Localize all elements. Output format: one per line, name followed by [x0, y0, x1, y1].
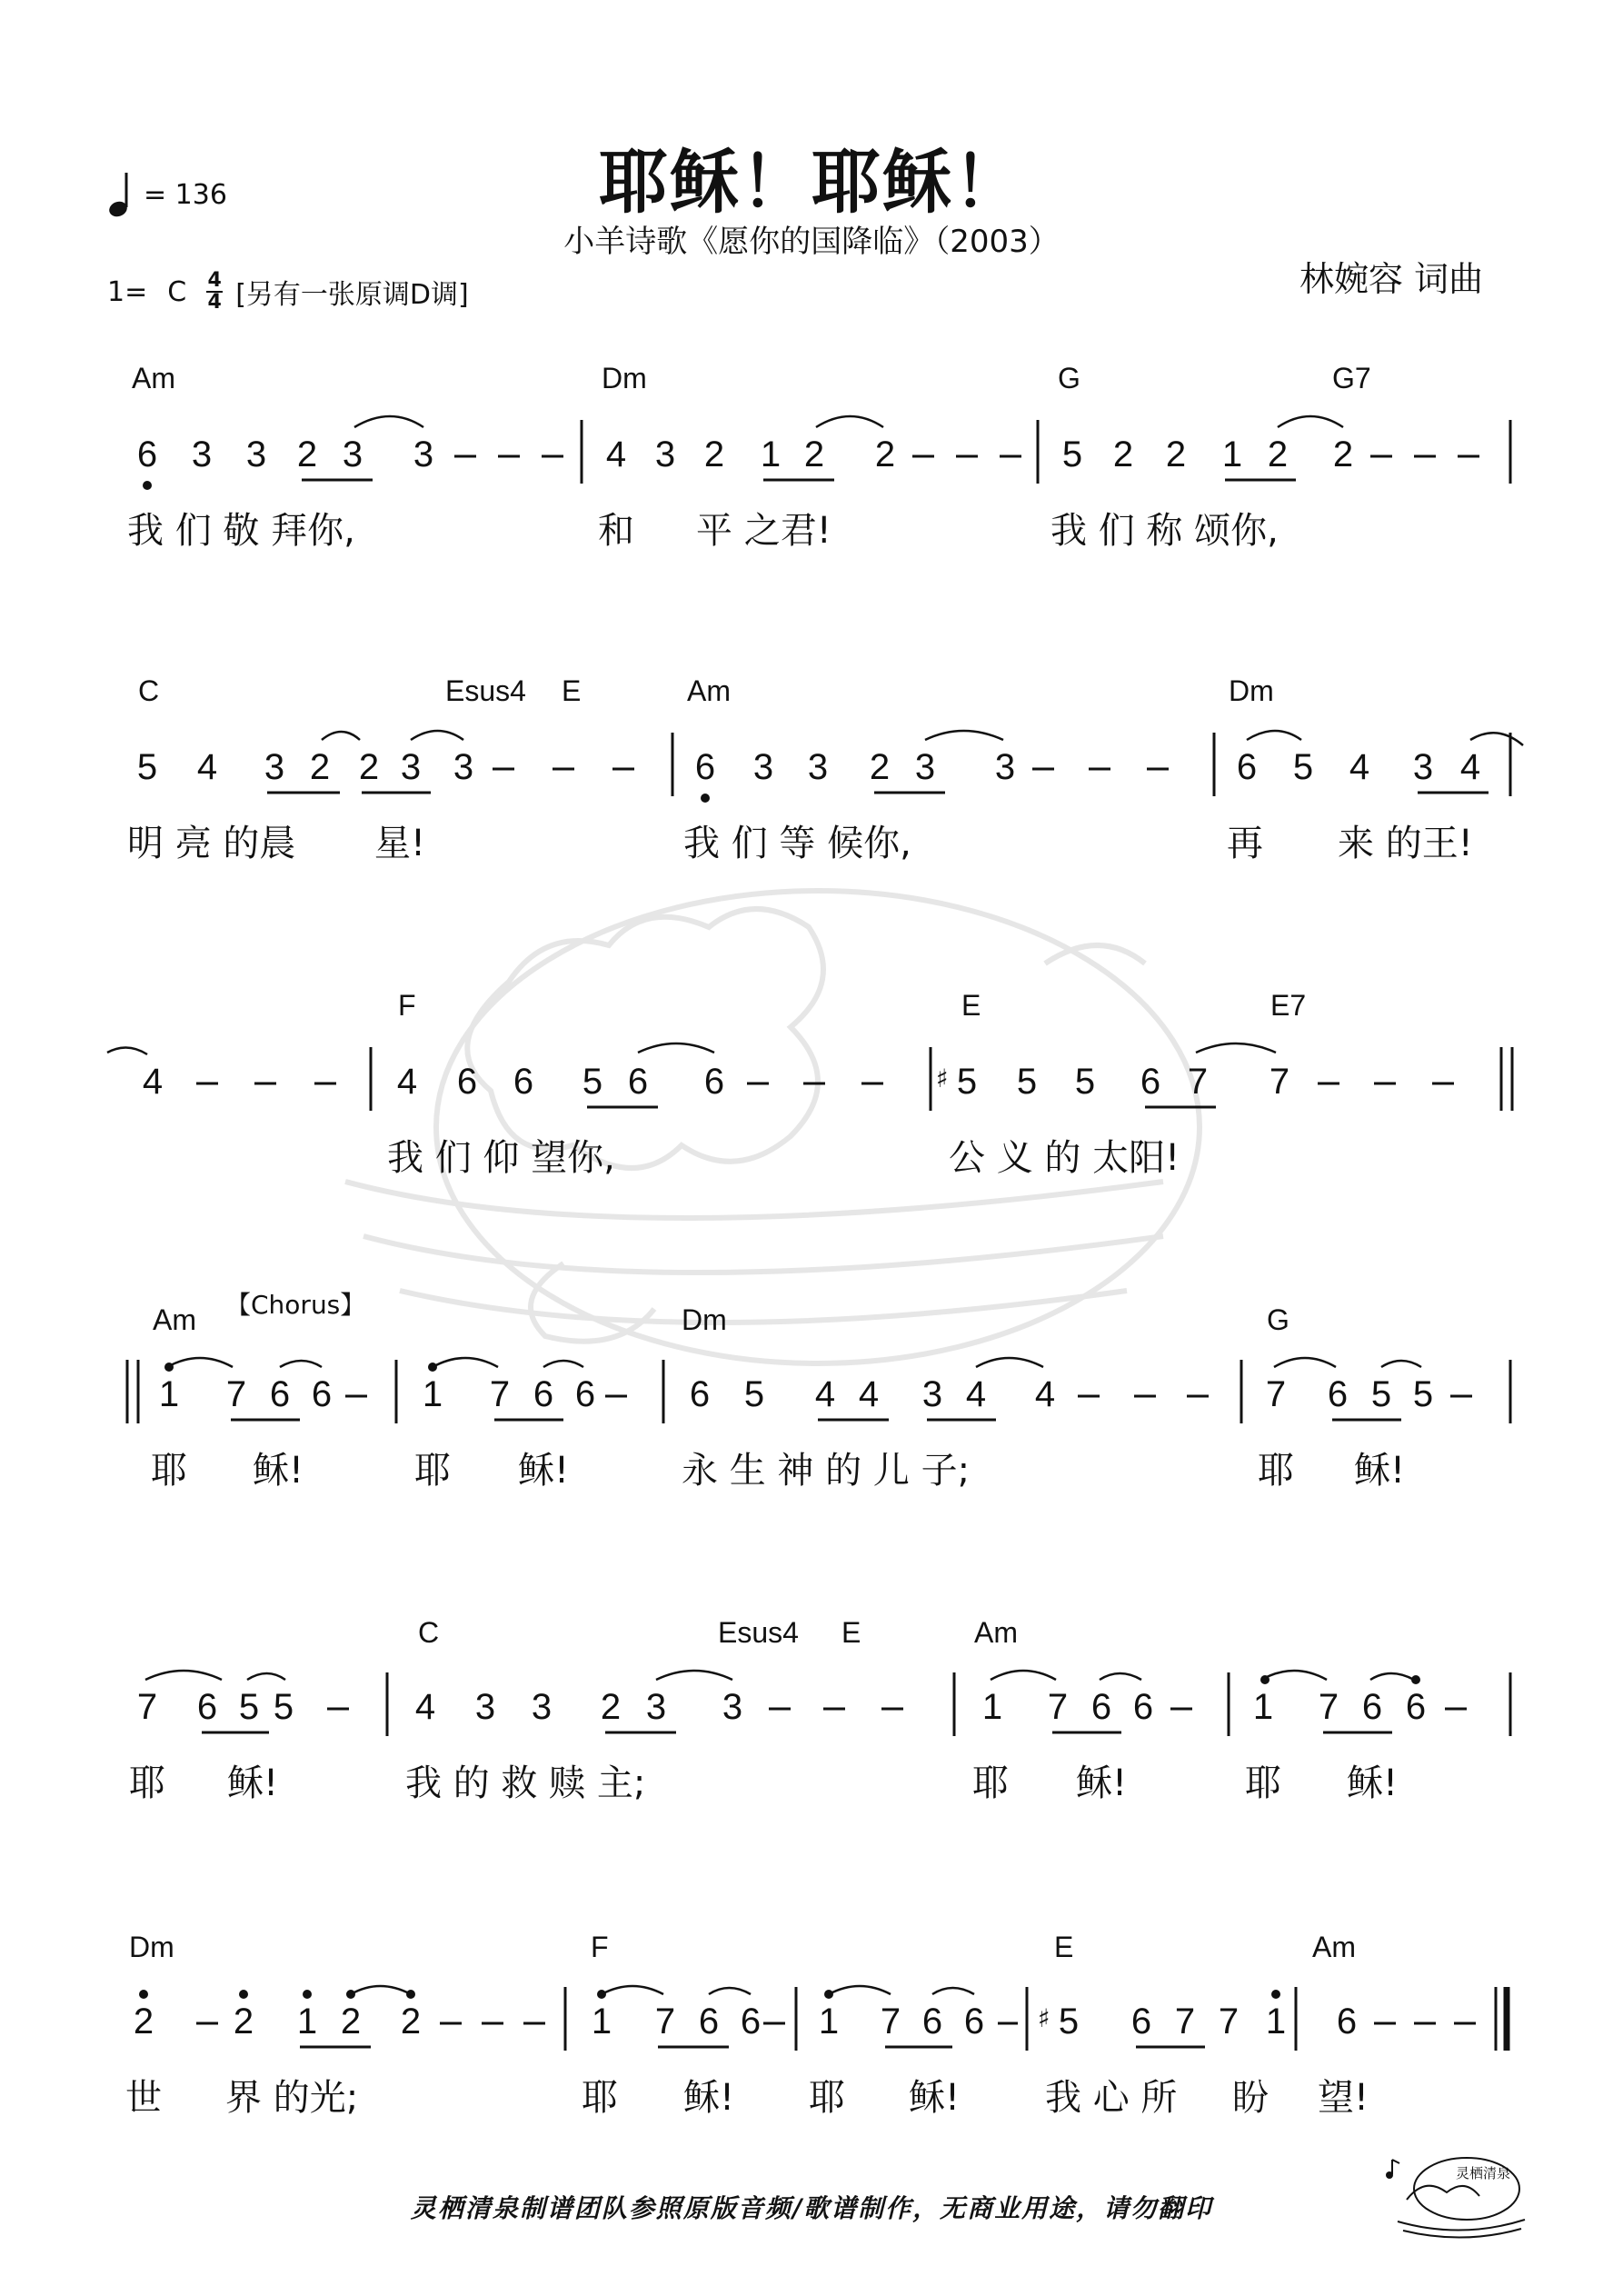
note: 2: [869, 747, 891, 787]
note: 7: [136, 1687, 158, 1727]
lyric: 再: [1227, 823, 1263, 864]
chord: C: [138, 674, 160, 707]
chord: Dm: [602, 362, 647, 394]
note: 4: [142, 1062, 164, 1102]
note: 5: [238, 1687, 260, 1727]
note: 7: [1047, 1687, 1069, 1727]
lyric: 盼: [1232, 2077, 1269, 2119]
lyric: 我 的 救 赎 主;: [405, 1762, 646, 1804]
chord: Esus4: [445, 674, 526, 707]
chord: C: [418, 1616, 440, 1649]
note: 3: [474, 1687, 496, 1727]
note: 6: [963, 2002, 985, 2041]
chord: E: [562, 674, 582, 707]
note: 1: [1265, 2002, 1287, 2041]
note: 4: [414, 1687, 436, 1727]
lyric: 稣!: [518, 1450, 570, 1492]
lyric: 明 亮 的晨: [127, 823, 296, 864]
note: 7: [1265, 1374, 1287, 1414]
note: 6: [1140, 1062, 1161, 1102]
note: 7: [1218, 2002, 1240, 2041]
lyric: 我 们 称 颂你,: [1050, 510, 1279, 552]
note: 5: [956, 1062, 978, 1102]
note: 2: [133, 2002, 154, 2041]
note: 2: [400, 2002, 422, 2041]
note: 3: [413, 434, 434, 474]
lyric: 稣!: [1076, 1762, 1128, 1804]
note: 7: [225, 1374, 247, 1414]
note: 5: [1292, 747, 1314, 787]
note: 3: [807, 747, 829, 787]
note: 1: [760, 434, 782, 474]
logo-text: 灵栖清泉: [1456, 2166, 1511, 2181]
note: 6: [689, 1374, 711, 1414]
note: 6: [740, 2002, 762, 2041]
chord: G7: [1332, 362, 1371, 394]
lyric: 永 生 神 的 儿 子;: [682, 1450, 971, 1492]
lyric: 平 之君!: [696, 510, 831, 552]
lyric: 稣!: [253, 1450, 304, 1492]
note: 6: [921, 2002, 943, 2041]
key-name: C: [167, 275, 187, 308]
note: 5: [1016, 1062, 1038, 1102]
note: 3: [654, 434, 676, 474]
note: 6: [1132, 1687, 1154, 1727]
note: 4: [965, 1374, 987, 1414]
chorus-label: 【Chorus】: [225, 1290, 366, 1320]
chord: Am: [1312, 1931, 1356, 1963]
time-top: 4: [207, 269, 222, 292]
lyric: 稣!: [1354, 1450, 1406, 1492]
note: 3: [400, 747, 422, 787]
key-prefix: 1=: [107, 275, 148, 308]
note: 4: [858, 1374, 880, 1414]
note: 3: [245, 434, 267, 474]
note: 6: [311, 1374, 333, 1414]
note: 2: [340, 2002, 362, 2041]
note: 1: [422, 1374, 443, 1414]
lyric: 耶: [972, 1762, 1009, 1804]
key-note: [另有一张原调D调]: [235, 279, 469, 311]
chord: F: [398, 989, 416, 1022]
chord: Esus4: [718, 1616, 799, 1649]
note: 2: [803, 434, 825, 474]
note: 1: [1252, 1687, 1274, 1727]
lyric: 耶: [414, 1450, 451, 1492]
chord: G: [1267, 1303, 1289, 1336]
note: 4: [1034, 1374, 1056, 1414]
note: 6: [136, 434, 158, 474]
note: 3: [994, 747, 1016, 787]
note: 2: [1332, 434, 1354, 474]
note: 6: [533, 1374, 554, 1414]
lyric: 望!: [1318, 2077, 1369, 2119]
beam-underlines: [202, 480, 1489, 2047]
note: 7: [1269, 1062, 1290, 1102]
note: 3: [645, 1687, 667, 1727]
chord: Dm: [682, 1303, 727, 1336]
note: 6: [1130, 2002, 1152, 2041]
note: 5: [582, 1062, 603, 1102]
song-subtitle: 小羊诗歌《愿你的国降临》（2003）: [563, 224, 1060, 260]
note: 6: [627, 1062, 649, 1102]
note: 3: [342, 434, 363, 474]
song-title: 耶稣！耶稣！: [599, 142, 1024, 223]
lyric: 稣!: [227, 1762, 279, 1804]
note: 3: [722, 1687, 743, 1727]
time-bottom: 4: [207, 291, 222, 314]
note: 1: [981, 1687, 1003, 1727]
chord: Am: [687, 674, 731, 707]
note: 2: [703, 434, 725, 474]
note: 6: [1405, 1687, 1427, 1727]
note: 4: [396, 1062, 418, 1102]
note: 7: [489, 1374, 511, 1414]
note: 6: [694, 747, 716, 787]
lyric: 界 的光;: [225, 2077, 359, 2119]
note: 1: [1221, 434, 1243, 474]
note: 5: [1074, 1062, 1096, 1102]
note: 6: [513, 1062, 534, 1102]
note: 3: [921, 1374, 943, 1414]
note: 3: [914, 747, 936, 787]
note: 6: [1336, 2002, 1358, 2041]
note: 3: [531, 1687, 553, 1727]
note: 1: [158, 1374, 180, 1414]
note: 6: [1090, 1687, 1112, 1727]
tie-slurs: [107, 416, 1523, 1994]
footer-note: 灵栖清泉制谱团队参照原版音频/歌谱制作，无商业用途，请勿翻印: [410, 2193, 1213, 2223]
lyric: 稣!: [1347, 1762, 1399, 1804]
note: 3: [752, 747, 774, 787]
octave-dots: [139, 481, 1420, 1999]
lyric: 耶: [1245, 1762, 1281, 1804]
note: 7: [1318, 1687, 1339, 1727]
note: 1: [296, 2002, 318, 2041]
note: 3: [191, 434, 213, 474]
chord: Am: [974, 1616, 1018, 1649]
chord: G: [1058, 362, 1080, 394]
note: 4: [196, 747, 218, 787]
tempo-value: = 136: [144, 178, 227, 211]
note: 6: [574, 1374, 596, 1414]
lyric: 公 义 的 太阳!: [949, 1137, 1180, 1179]
note: 5: [1412, 1374, 1434, 1414]
sharp-sign: ♯: [1038, 2003, 1050, 2033]
note: 3: [264, 747, 285, 787]
note: 5: [743, 1374, 765, 1414]
lyric: 耶: [582, 2077, 618, 2119]
lyric: 耶: [809, 2077, 845, 2119]
note: 6: [703, 1062, 725, 1102]
note: 1: [591, 2002, 612, 2041]
barlines: [127, 420, 1512, 2051]
chord: E: [1054, 1931, 1074, 1963]
note: 2: [358, 747, 380, 787]
chord: Dm: [129, 1931, 174, 1963]
note: 2: [309, 747, 331, 787]
lyric: 星!: [374, 823, 426, 864]
chord: Am: [153, 1303, 196, 1336]
chord: Am: [132, 362, 175, 394]
note: 4: [1459, 747, 1481, 787]
note: 7: [654, 2002, 676, 2041]
extension-dashes: [196, 456, 1479, 2023]
note: 5: [273, 1687, 294, 1727]
note: 6: [1361, 1687, 1383, 1727]
chord: Dm: [1229, 674, 1274, 707]
note: 2: [874, 434, 896, 474]
lyric: 耶: [1258, 1450, 1294, 1492]
note: 5: [1061, 434, 1083, 474]
note: 7: [1174, 2002, 1196, 2041]
note: 2: [1267, 434, 1289, 474]
note: 2: [233, 2002, 254, 2041]
note: 6: [456, 1062, 478, 1102]
note: 2: [1165, 434, 1187, 474]
note: 4: [814, 1374, 836, 1414]
note: 5: [1058, 2002, 1080, 2041]
note: 4: [605, 434, 627, 474]
composer-credit: 林婉容 词曲: [1299, 259, 1484, 299]
note: 2: [1112, 434, 1134, 474]
note: 2: [296, 434, 318, 474]
note: 1: [818, 2002, 840, 2041]
lyric: 和: [598, 510, 634, 552]
lyric: 来 的王!: [1338, 823, 1473, 864]
note: 6: [269, 1374, 291, 1414]
note: 6: [1327, 1374, 1349, 1414]
note: 3: [453, 747, 474, 787]
chord: E: [961, 989, 981, 1022]
note: 7: [880, 2002, 901, 2041]
note: 5: [136, 747, 158, 787]
sharp-sign: ♯: [936, 1063, 949, 1093]
lyric: 我 们 等 候你,: [683, 823, 911, 864]
lyric: 稣!: [683, 2077, 735, 2119]
lyric: 世: [125, 2077, 162, 2119]
note: 6: [698, 2002, 720, 2041]
lyric: 耶: [151, 1450, 187, 1492]
chord: E7: [1270, 989, 1307, 1022]
lyric: 耶: [129, 1762, 165, 1804]
note: 6: [1236, 747, 1258, 787]
note: 4: [1349, 747, 1370, 787]
note: 6: [196, 1687, 218, 1727]
lyric: 我 们 仰 望你,: [387, 1137, 615, 1179]
note: 2: [600, 1687, 622, 1727]
lyric: 我 心 所: [1045, 2077, 1178, 2119]
chord: F: [591, 1931, 609, 1963]
note: 3: [1412, 747, 1434, 787]
lyric: 我 们 敬 拜你,: [127, 510, 355, 552]
note: 7: [1187, 1062, 1209, 1102]
chord: E: [841, 1616, 861, 1649]
note: 5: [1370, 1374, 1392, 1414]
lyric: 稣!: [909, 2077, 961, 2119]
